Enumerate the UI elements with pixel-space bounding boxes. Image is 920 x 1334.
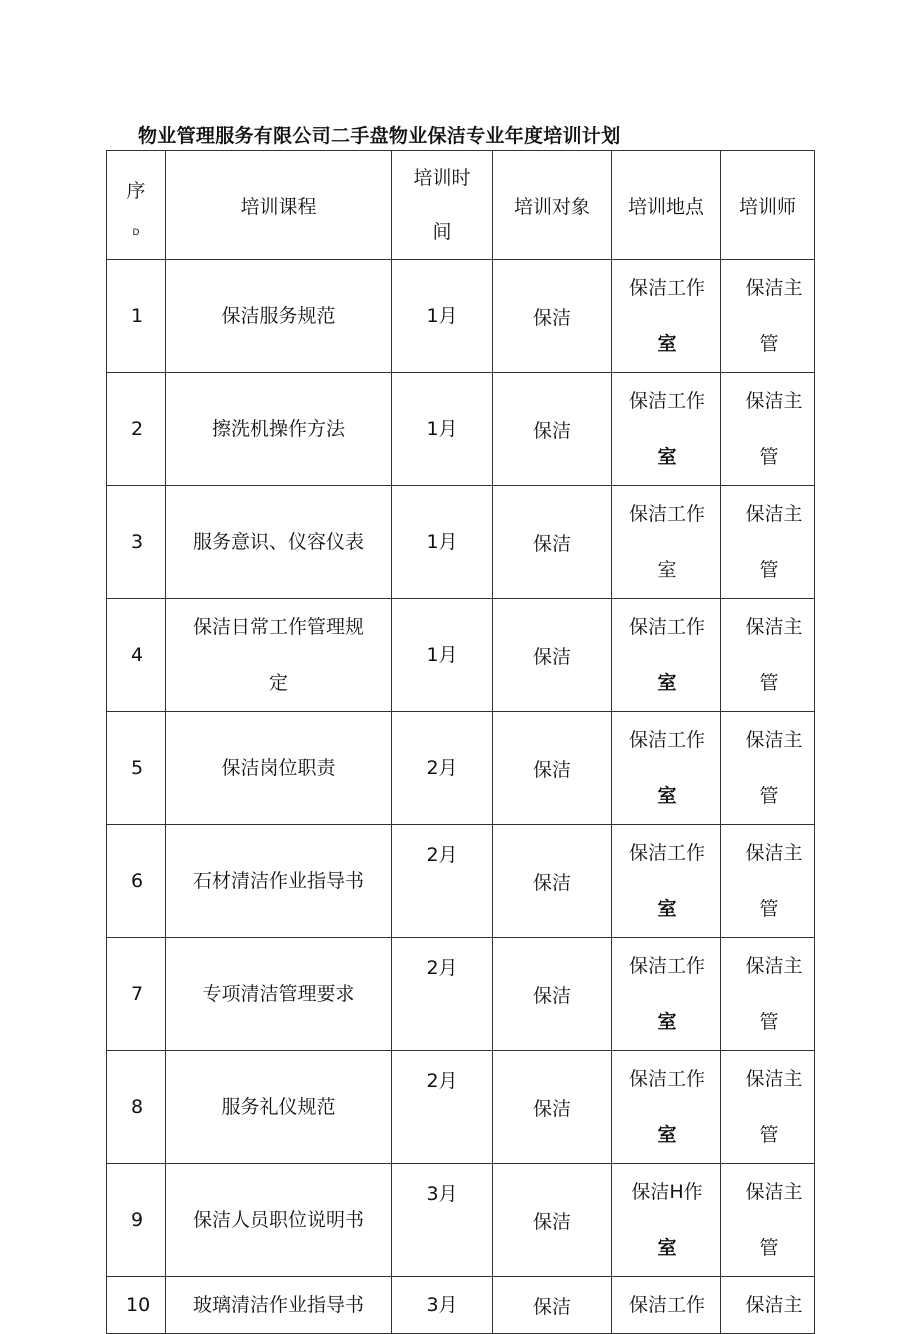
table-row xyxy=(107,1164,815,1277)
cell-time xyxy=(392,1051,493,1164)
cell-location xyxy=(612,938,721,1051)
cell-seq xyxy=(107,486,166,599)
location-line1: 保洁工作 xyxy=(628,729,705,751)
header-trainer xyxy=(721,151,815,260)
cell-audience xyxy=(493,260,612,373)
training-month: 2月 xyxy=(426,844,458,866)
course-name: 专项清洁管理要求 xyxy=(202,983,355,1005)
table-row xyxy=(107,599,815,712)
course-name: 石材清洁作业指导书 xyxy=(192,870,364,892)
header-course xyxy=(166,151,392,260)
course-name: 服务礼仪规范 xyxy=(221,1096,336,1118)
header-audience-label: 培训对象 xyxy=(513,195,590,218)
header-location-label: 培训地点 xyxy=(627,195,704,218)
cell-time xyxy=(392,373,493,486)
table-row xyxy=(107,938,815,1051)
table-row xyxy=(107,260,815,373)
training-plan-table xyxy=(106,150,815,1334)
cell-course xyxy=(166,825,392,938)
training-month: 3月 xyxy=(426,1294,458,1316)
cell-audience xyxy=(493,1164,612,1277)
cell-trainer xyxy=(721,712,815,825)
cell-seq xyxy=(107,599,166,712)
cell-audience xyxy=(493,712,612,825)
seq-number: 7 xyxy=(131,983,144,1005)
location-line1: 保洁工作 xyxy=(628,1068,705,1090)
location-line2: 室 xyxy=(657,785,677,807)
course-name: 保洁日常工作管理规 xyxy=(192,616,364,638)
trainer-line1: 保洁主 xyxy=(745,503,803,525)
audience: 保洁 xyxy=(532,1097,571,1120)
location-line2: 室 xyxy=(657,898,677,920)
audience: 保洁 xyxy=(532,532,571,555)
cell-location xyxy=(612,825,721,938)
trainer-line1: 保洁主 xyxy=(745,955,803,977)
course-name: 定 xyxy=(268,672,288,694)
training-month: 2月 xyxy=(426,1070,458,1092)
table-row xyxy=(107,486,815,599)
trainer-line2: 管 xyxy=(759,333,779,355)
cell-time xyxy=(392,1277,493,1334)
cell-time xyxy=(392,599,493,712)
cell-trainer xyxy=(721,938,815,1051)
audience: 保洁 xyxy=(532,306,571,329)
audience: 保洁 xyxy=(532,419,571,442)
cell-time xyxy=(392,938,493,1051)
header-location xyxy=(612,151,721,260)
cell-location xyxy=(612,486,721,599)
header-time-line2: 间 xyxy=(432,221,452,243)
trainer-line1: 保洁主 xyxy=(745,1294,803,1316)
cell-trainer xyxy=(721,486,815,599)
trainer-line2: 管 xyxy=(759,559,779,581)
location-line2: 室 xyxy=(657,559,677,581)
cell-audience xyxy=(493,599,612,712)
cell-location xyxy=(612,260,721,373)
header-trainer-label: 培训师 xyxy=(738,195,796,218)
table-row xyxy=(107,373,815,486)
cell-location xyxy=(612,373,721,486)
trainer-line2: 管 xyxy=(759,785,779,807)
cell-time xyxy=(392,712,493,825)
location-line1: 保洁H作 xyxy=(631,1181,703,1203)
training-month: 2月 xyxy=(426,957,458,979)
cell-seq xyxy=(107,373,166,486)
audience: 保洁 xyxy=(532,758,571,781)
cell-location xyxy=(612,1277,721,1334)
cell-trainer xyxy=(721,1164,815,1277)
cell-course xyxy=(166,1277,392,1334)
seq-number: 3 xyxy=(131,531,144,553)
cell-location xyxy=(612,1164,721,1277)
cell-course xyxy=(166,486,392,599)
location-line2: 室 xyxy=(657,1011,677,1033)
cell-course xyxy=(166,1051,392,1164)
seq-number: 5 xyxy=(131,757,144,779)
header-audience xyxy=(493,151,612,260)
header-seq-sub: D xyxy=(132,228,140,238)
location-line1: 保洁工作 xyxy=(628,842,705,864)
location-line1: 保洁工作 xyxy=(628,1294,705,1316)
cell-trainer xyxy=(721,1277,815,1334)
header-seq xyxy=(107,151,166,260)
cell-location xyxy=(612,1051,721,1164)
cell-trainer xyxy=(721,260,815,373)
course-name: 服务意识、仪容仪表 xyxy=(192,531,364,553)
location-line1: 保洁工作 xyxy=(628,277,705,299)
cell-seq xyxy=(107,260,166,373)
trainer-line1: 保洁主 xyxy=(745,277,803,299)
audience: 保洁 xyxy=(532,1210,571,1233)
table-row xyxy=(107,1051,815,1164)
cell-audience xyxy=(493,938,612,1051)
cell-time xyxy=(392,260,493,373)
cell-audience xyxy=(493,373,612,486)
training-month: 1月 xyxy=(426,418,458,440)
seq-number: 10 xyxy=(126,1294,151,1316)
header-course-label: 培训课程 xyxy=(240,195,317,218)
cell-course xyxy=(166,938,392,1051)
seq-number: 4 xyxy=(131,644,144,666)
cell-seq xyxy=(107,1277,166,1334)
cell-seq xyxy=(107,938,166,1051)
trainer-line2: 管 xyxy=(759,446,779,468)
cell-audience xyxy=(493,825,612,938)
location-line1: 保洁工作 xyxy=(628,955,705,977)
cell-audience xyxy=(493,486,612,599)
header-time xyxy=(392,151,493,260)
location-line1: 保洁工作 xyxy=(628,390,705,412)
cell-audience xyxy=(493,1051,612,1164)
location-line2: 室 xyxy=(657,333,677,355)
course-name: 保洁人员职位说明书 xyxy=(192,1209,364,1231)
trainer-line2: 管 xyxy=(759,1237,779,1259)
cell-course xyxy=(166,373,392,486)
course-name: 玻璃清洁作业指导书 xyxy=(192,1294,364,1316)
seq-number: 6 xyxy=(131,870,144,892)
trainer-line1: 保洁主 xyxy=(745,1068,803,1090)
cell-time xyxy=(392,825,493,938)
course-name: 保洁服务规范 xyxy=(221,305,336,327)
header-seq-label: 序 xyxy=(126,180,146,202)
trainer-line1: 保洁主 xyxy=(745,1181,803,1203)
seq-number: 2 xyxy=(131,418,144,440)
trainer-line2: 管 xyxy=(759,898,779,920)
course-name: 保洁岗位职责 xyxy=(221,757,336,779)
cell-time xyxy=(392,486,493,599)
cell-trainer xyxy=(721,373,815,486)
cell-course xyxy=(166,260,392,373)
seq-number: 9 xyxy=(131,1209,144,1231)
trainer-line2: 管 xyxy=(759,1011,779,1033)
cell-course xyxy=(166,599,392,712)
cell-audience xyxy=(493,1277,612,1334)
cell-seq xyxy=(107,825,166,938)
audience: 保洁 xyxy=(532,871,571,894)
table-row xyxy=(107,1277,815,1334)
location-line2: 室 xyxy=(657,446,677,468)
cell-time xyxy=(392,1164,493,1277)
cell-seq xyxy=(107,1051,166,1164)
location-line2: 室 xyxy=(657,672,677,694)
audience: 保洁 xyxy=(532,645,571,668)
cell-location xyxy=(612,599,721,712)
cell-seq xyxy=(107,1164,166,1277)
cell-trainer xyxy=(721,825,815,938)
training-month: 1月 xyxy=(426,305,458,327)
document-title: 物业管理服务有限公司二手盘物业保洁专业年度培训计划 xyxy=(138,125,621,147)
location-line1: 保洁工作 xyxy=(628,616,705,638)
location-line1: 保洁工作 xyxy=(628,503,705,525)
table-row xyxy=(107,825,815,938)
seq-number: 8 xyxy=(131,1096,144,1118)
location-line2: 室 xyxy=(657,1237,677,1259)
cell-course xyxy=(166,712,392,825)
cell-trainer xyxy=(721,599,815,712)
audience: 保洁 xyxy=(532,984,571,1007)
table-header-row xyxy=(107,151,815,260)
header-time-line1: 培训时 xyxy=(413,167,471,189)
course-name: 擦洗机操作方法 xyxy=(211,418,345,440)
seq-number: 1 xyxy=(131,305,144,327)
training-month: 1月 xyxy=(426,531,458,553)
cell-location xyxy=(612,712,721,825)
cell-course xyxy=(166,1164,392,1277)
location-line2: 室 xyxy=(657,1124,677,1146)
cell-seq xyxy=(107,712,166,825)
trainer-line1: 保洁主 xyxy=(745,390,803,412)
table-row xyxy=(107,712,815,825)
audience: 保洁 xyxy=(532,1295,571,1318)
trainer-line1: 保洁主 xyxy=(745,616,803,638)
trainer-line2: 管 xyxy=(759,1124,779,1146)
trainer-line1: 保洁主 xyxy=(745,729,803,751)
training-month: 1月 xyxy=(426,644,458,666)
training-month: 3月 xyxy=(426,1183,458,1205)
cell-trainer xyxy=(721,1051,815,1164)
training-month: 2月 xyxy=(426,757,458,779)
trainer-line1: 保洁主 xyxy=(745,842,803,864)
trainer-line2: 管 xyxy=(759,672,779,694)
